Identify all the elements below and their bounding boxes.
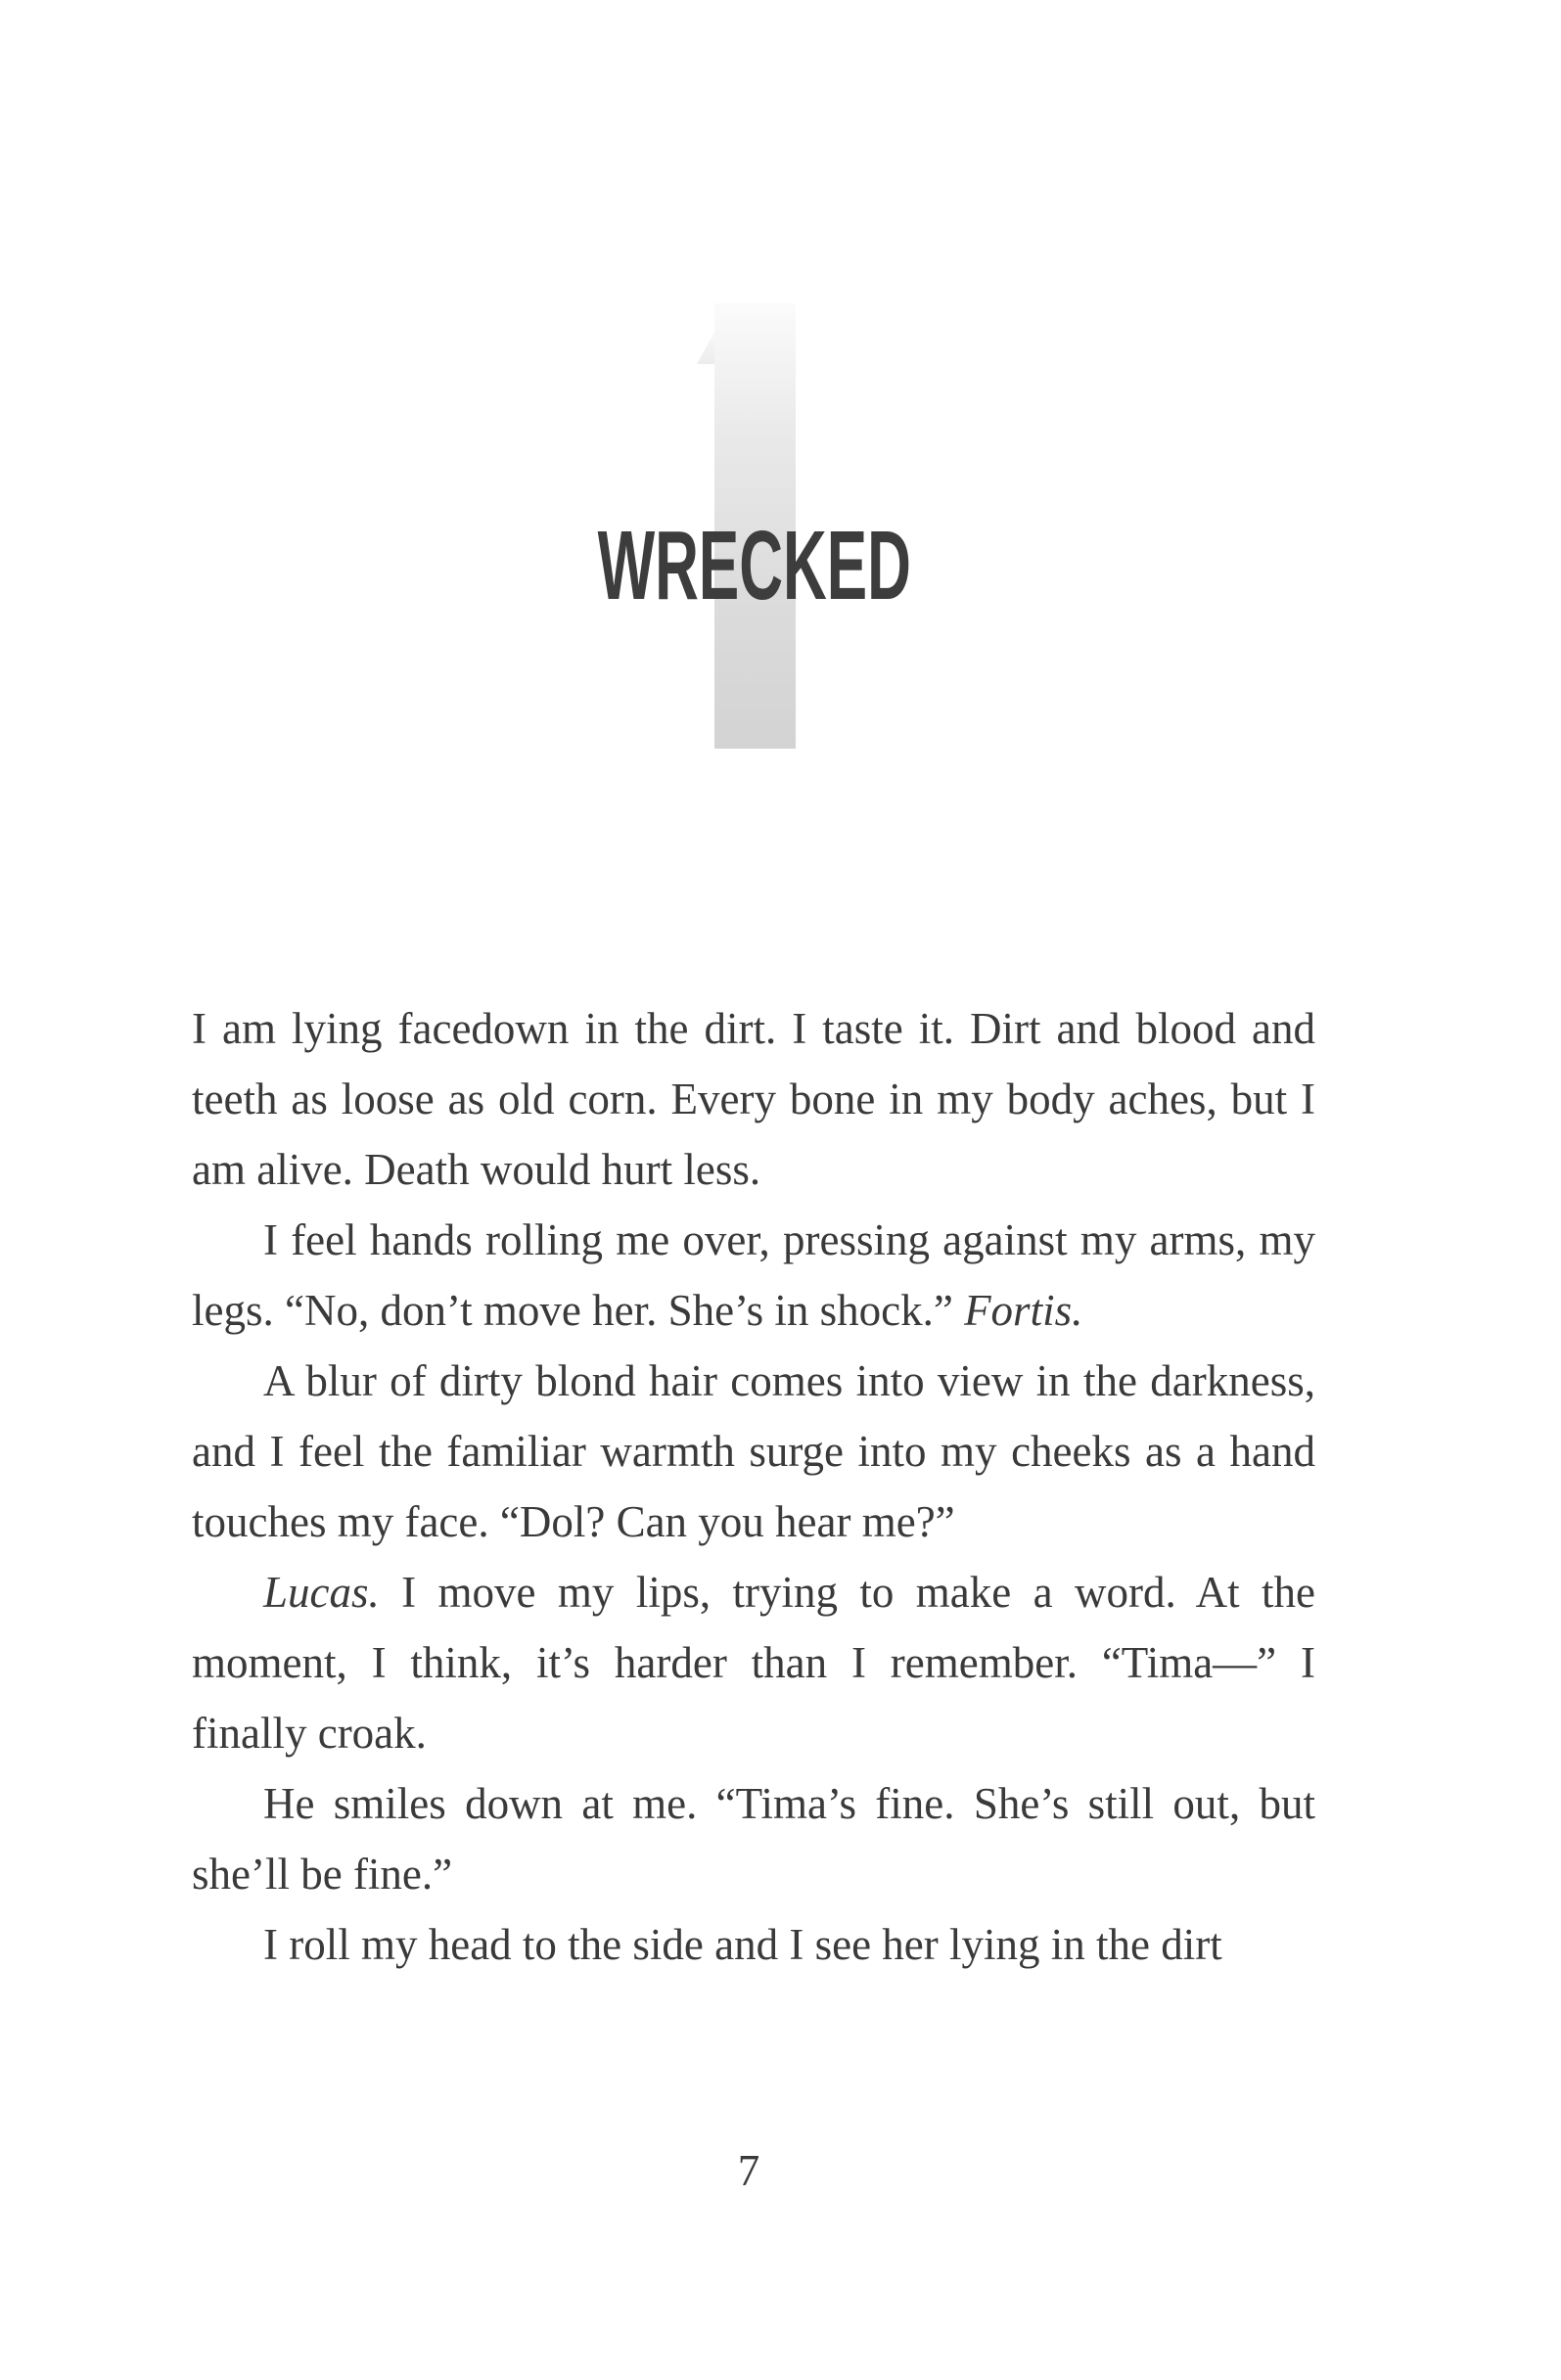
page-number: 7 xyxy=(737,2146,760,2195)
text-run: I am lying facedown in the dirt. I taste it. Dirt and blood and teeth as loose as old corn. Every bone in my body aches, but I am alive. Death would hurt less. xyxy=(192,1004,1315,1194)
italic-text: Fortis. xyxy=(964,1286,1083,1335)
paragraph xyxy=(192,1346,1315,1557)
paragraph xyxy=(192,1909,1315,1980)
text-run: I roll my head to the side and I see her lying in the dirt xyxy=(263,1920,1222,1969)
paragraph xyxy=(192,1768,1315,1909)
italic-text: Lucas. xyxy=(263,1568,380,1617)
chapter-title: WRECKED xyxy=(597,511,911,620)
text-run: A blur of dirty blond hair comes into view in the darkness, and I feel the familiar warmth surge into my cheeks as a hand touches my face. “Dol? Can you hear me?” xyxy=(192,1356,1315,1546)
chapter-body xyxy=(192,993,1315,1980)
text-run: I move my lips, trying to make a word. At the moment, I think, it’s harder than I remember. “Tima—” I finally croak. xyxy=(192,1568,1315,1758)
paragraph xyxy=(192,1205,1315,1346)
paragraph xyxy=(192,1557,1315,1768)
paragraph xyxy=(192,993,1315,1205)
text-run: He smiles down at me. “Tima’s fine. She’s still out, but she’ll be fine.” xyxy=(192,1779,1315,1899)
text-run: I feel hands rolling me over, pressing against my arms, my legs. “No, don’t move her. She’s in shock.” xyxy=(192,1215,1315,1335)
